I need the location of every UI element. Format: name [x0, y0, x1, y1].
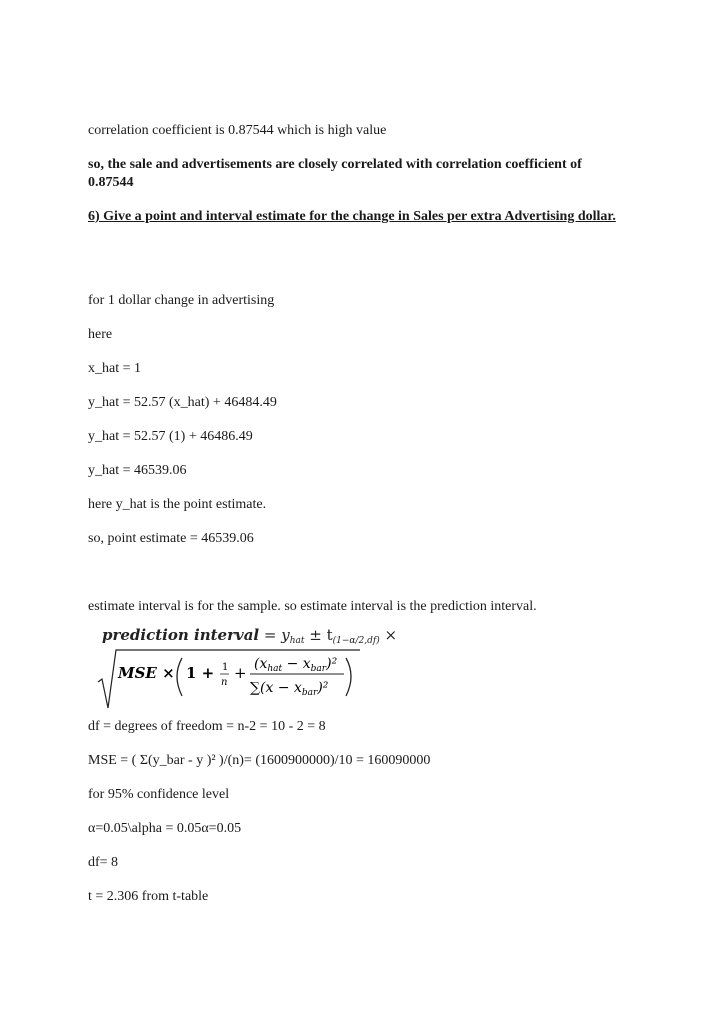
- left-paren-icon: [177, 658, 182, 696]
- yhat-result: y_hat = 46539.06: [88, 463, 187, 478]
- formula-num-sub2: bar: [310, 664, 327, 674]
- point-estimate-note: here y_hat is the point estimate.: [88, 497, 267, 512]
- xhat-line: x_hat = 1: [88, 361, 141, 376]
- formula-one-plus: 1 +: [186, 664, 215, 682]
- correlation-text: correlation coefficient is 0.87544 which is high value: [88, 123, 387, 138]
- t-value-line: t = 2.306 from t-table: [88, 889, 209, 904]
- here-text: here: [88, 327, 113, 342]
- formula-line-1: [102, 626, 397, 646]
- alpha-line: α=0.05\alpha = 0.05α=0.05: [88, 821, 242, 836]
- formula-frac-one: 1: [222, 662, 229, 673]
- formula-mse: MSE ×: [118, 664, 175, 682]
- formula-yhat-sub: hat: [289, 636, 305, 646]
- formula-num-close: )²: [326, 656, 338, 672]
- formula-t-sub: (1−α/2,df): [332, 636, 380, 646]
- point-estimate-value: so, point estimate = 46539.06: [88, 531, 254, 546]
- correlation-conclusion: so, the sale and advertisements are closely correlated with correlation coefficient of 0.87544: [88, 157, 582, 190]
- interval-intro: estimate interval is for the sample. so estimate interval is the prediction interval.: [88, 599, 537, 614]
- formula-plus: +: [234, 664, 247, 682]
- formula-yhat: y: [281, 626, 290, 644]
- formula-eq: =: [259, 626, 282, 644]
- formula-times: ×: [379, 626, 398, 644]
- formula-denominator: ∑(x − x: [250, 680, 302, 696]
- formula-num-sub1: hat: [267, 664, 283, 674]
- right-paren-icon: [346, 658, 351, 696]
- formula-num-minus: − x: [282, 656, 311, 672]
- mse-line: MSE = ( Σ(y_bar - y )² )/(n)= (1600900000)/10 = 160090000: [88, 753, 431, 768]
- df-line: df = degrees of freedom = n-2 = 10 - 2 = 8: [88, 719, 326, 734]
- for-dollar-text: for 1 dollar change in advertising: [88, 293, 275, 308]
- yhat-equation-2: y_hat = 52.57 (1) + 46486.49: [88, 429, 253, 444]
- formula-den-close: )²: [317, 680, 329, 696]
- formula-numerator: (x: [254, 656, 268, 672]
- formula-frac-n: n: [221, 677, 228, 688]
- formula-pm-t: ± t: [304, 626, 333, 644]
- formula-den-sub: bar: [301, 688, 318, 698]
- yhat-equation-1: y_hat = 52.57 (x_hat) + 46484.49: [88, 395, 277, 410]
- question-heading: 6) Give a point and interval estimate for the change in Sales per extra Advertising dollar.: [88, 209, 616, 224]
- svg-text:(xhat − xbar)²: [254, 656, 338, 674]
- svg-text:∑(x − xbar)²: [250, 680, 329, 698]
- formula-lhs: prediction interval: [102, 626, 260, 644]
- formula-sqrt-block: [98, 646, 368, 716]
- confidence-line: for 95% confidence level: [88, 787, 230, 802]
- df-value-line: df= 8: [88, 855, 119, 870]
